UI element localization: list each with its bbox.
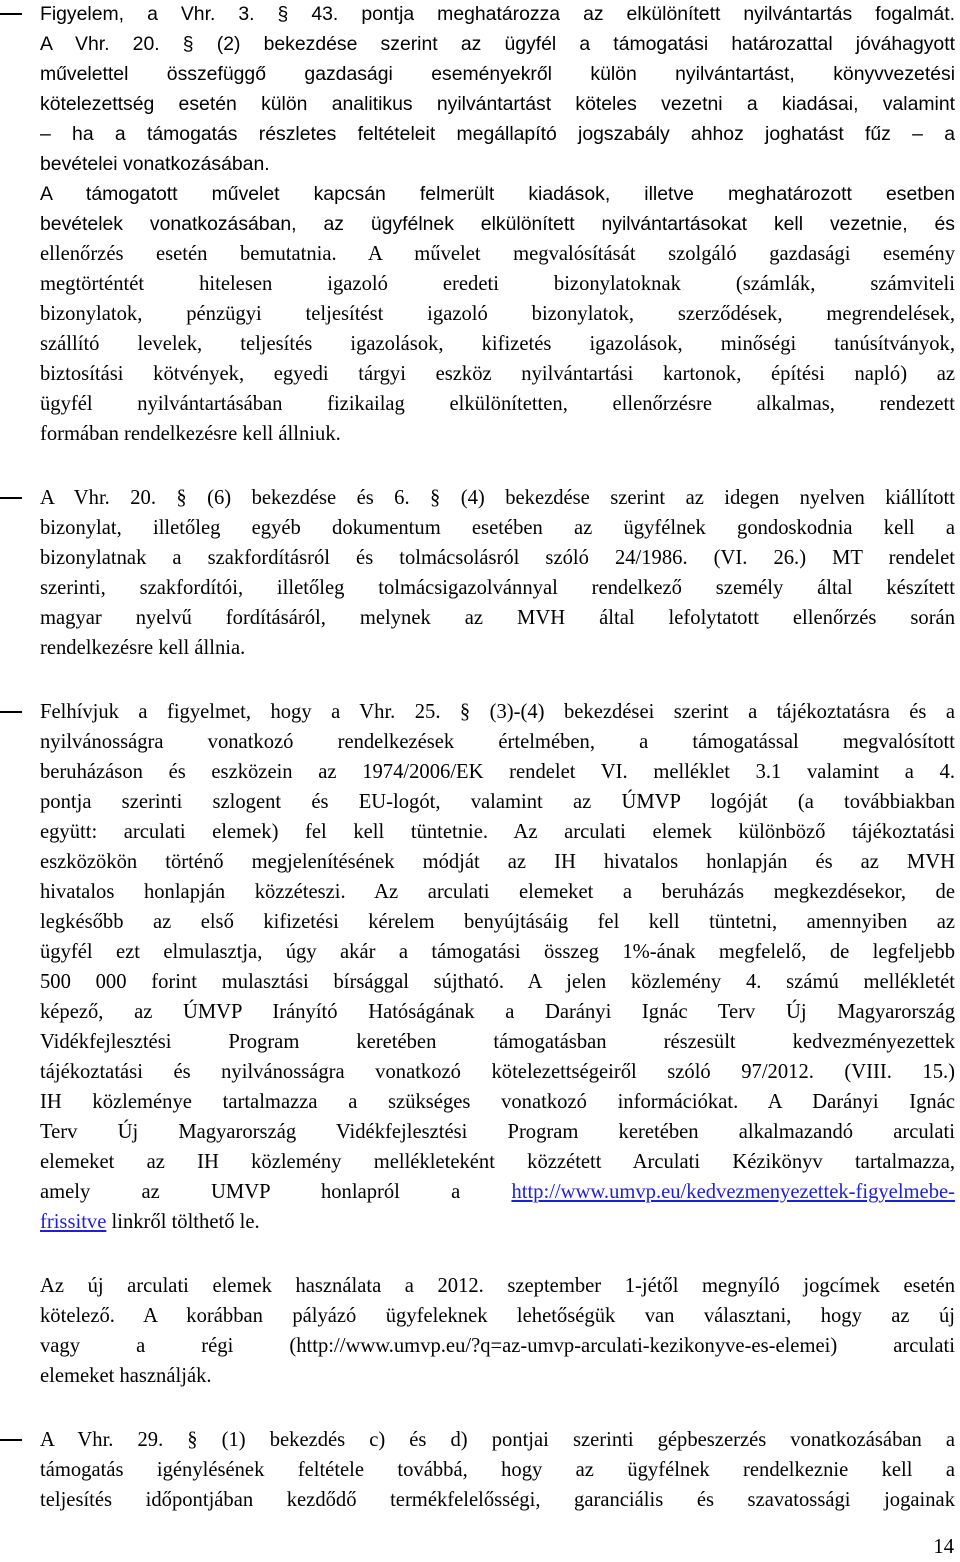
text-line: biztosítási kötvények, egyedi tárgyi eszköz nyilvántartási kartonok, építési napló) az	[40, 363, 955, 385]
text-line: bevételek vonatkozásában, az ügyfélnek elkülönített nyilvántartásokat kell vezetnie, és	[40, 213, 955, 235]
text-line: bizonylatnak a szakfordításról és tolmácsolásról szóló 24/1986. (VI. 26.) MT rendelet	[40, 547, 955, 569]
text-line: elemeket az IH közlemény mellékleteként közzétett Arculati Kézikönyv tartalmazza,	[40, 1151, 955, 1173]
text-line: tájékoztatási és nyilvánosságra vonatkozó kötelezettségeiről szóló 97/2012. (VIII. 15.)	[40, 1061, 955, 1083]
text-line: – ha a támogatás részletes feltételeit megállapító jogszabály ahhoz joghatást fűz – a	[40, 123, 955, 145]
text-line: Figyelem, a Vhr. 3. § 43. pontja meghatározza az elkülönített nyilvántartás fogalmát.	[40, 3, 955, 25]
text-segment: amely az UMVP honlapról a	[40, 1181, 512, 1203]
text-line: A Vhr. 20. § (2) bekezdése szerint az ügyfél a támogatási határozattal jóváhagyott	[40, 33, 955, 55]
umvp-link-continued[interactable]: frissitve	[40, 1211, 107, 1233]
text-line: vagy a régi (http://www.umvp.eu/?q=az-umvp-arculati-kezikonyve-es-elemei) arculati	[40, 1335, 955, 1357]
text-line: képező, az ÚMVP Irányító Hatóságának a Darányi Ignác Terv Új Magyarország	[40, 1001, 955, 1023]
text-line: megtörténtét hitelesen igazoló eredeti bizonylatoknak (számlák, számviteli	[40, 273, 955, 295]
text-segment: linkről tölthető le.	[106, 1211, 260, 1233]
text-line: kötelezettség esetén külön analitikus nyilvántartást köteles vezetni a kiadásai, valamint	[40, 93, 955, 115]
text-line: elemeket használják.	[40, 1365, 212, 1387]
text-line: hivatalos honlapján közzéteszi. Az arculati elemeket a beruházás megkezdésekor, de	[40, 881, 955, 903]
text-line: Terv Új Magyarország Vidékfejlesztési Program keretében alkalmazandó arculati	[40, 1121, 955, 1143]
text-line: teljesítés időpontjában kezdődő termékfelelősségi, garanciális és szavatossági jogainak	[40, 1489, 955, 1511]
text-line: pontja szerinti szlogent és EU-logót, valamint az ÚMVP logóját (a továbbiakban	[40, 791, 955, 813]
text-line: kötelező. A korábban pályázó ügyfeleknek lehetőségük van választani, hogy az új	[40, 1305, 955, 1327]
text-line: ügyfél ezt elmulasztja, úgy akár a támogatási összeg 1%-ának megfelelő, de legfeljebb	[40, 941, 955, 963]
link-line	[40, 1207, 955, 1237]
text-line: bizonylatok, pénzügyi teljesítést igazoló bizonylatok, szerződések, megrendelések,	[40, 303, 955, 325]
text-line: bevételei vonatkozásában.	[40, 153, 270, 175]
text-line: együtt: arculati elemek) fel kell tüntetnie. Az arculati elemek különböző tájékoztatási	[40, 821, 955, 843]
text-line: formában rendelkezésre kell állniuk.	[40, 423, 341, 445]
link-line	[40, 1177, 955, 1207]
text-line: A támogatott művelet kapcsán felmerült kiadások, illetve meghatározott esetben	[40, 183, 955, 205]
text-line: A Vhr. 20. § (6) bekezdése és 6. § (4) bekezdése szerint az idegen nyelven kiállított	[40, 487, 955, 509]
text-line: 500 000 forint mulasztási bírsággal sújtható. A jelen közlemény 4. számú mellékletét	[40, 971, 955, 993]
text-line: bizonylat, illetőleg egyéb dokumentum esetében az ügyfélnek gondoskodnia kell a	[40, 517, 955, 539]
text-line: eszközökön történő megjelenítésének módját az IH hivatalos honlapján és az MVH	[40, 851, 955, 873]
text-line: szerinti, szakfordítói, illetőleg tolmácsigazolvánnyal rendelkező személy által készített	[40, 577, 955, 599]
text-line: Vidékfejlesztési Program keretében támogatásban részesült kedvezményezettek	[40, 1031, 955, 1053]
text-line: Az új arculati elemek használata a 2012. szeptember 1-jétől megnyíló jogcímek esetén	[40, 1275, 955, 1297]
bullet-dash	[0, 13, 22, 15]
umvp-link[interactable]: http://www.umvp.eu/kedvezmenyezettek-figyelmebe-	[511, 1181, 955, 1203]
text-line: beruházáson és eszközein az 1974/2006/EK rendelet VI. melléklet 3.1 valamint a 4.	[40, 761, 955, 783]
text-line: rendelkezésre kell állnia.	[40, 637, 246, 659]
text-line: támogatás igénylésének feltétele továbbá, hogy az ügyfélnek rendelkeznie kell a	[40, 1459, 955, 1481]
bullet-dash	[0, 1439, 22, 1441]
bullet-dash	[0, 711, 22, 713]
text-line: művelettel összefüggő gazdasági eseményekről külön nyilvántartást, könyvvezetési	[40, 63, 955, 85]
text-line: nyilvánosságra vonatkozó rendelkezések értelmében, a támogatással megvalósított	[40, 731, 955, 753]
bullet-dash	[0, 497, 22, 499]
page-number: 14	[933, 1536, 954, 1558]
text-line: Felhívjuk a figyelmet, hogy a Vhr. 25. § (3)-(4) bekezdései szerint a tájékoztatásra és a	[40, 701, 955, 723]
text-line: IH közleménye tartalmazza a szükséges vonatkozó információkat. A Darányi Ignác	[40, 1091, 955, 1113]
text-line: magyar nyelvű fordításáról, melynek az MVH által lefolytatott ellenőrzés során	[40, 607, 955, 629]
text-line: szállító levelek, teljesítés igazolások, kifizetés igazolások, minőségi tanúsítványok,	[40, 333, 955, 355]
text-line: ügyfél nyilvántartásában fizikailag elkülönítetten, ellenőrzésre alkalmas, rendezett	[40, 393, 955, 415]
text-line: legkésőbb az első kifizetési kérelem benyújtásáig fel kell tüntetni, amennyiben az	[40, 911, 955, 933]
text-line: A Vhr. 29. § (1) bekezdés c) és d) pontjai szerinti gépbeszerzés vonatkozásában a	[40, 1429, 955, 1451]
text-line: ellenőrzés esetén bemutatnia. A művelet megvalósítását szolgáló gazdasági esemény	[40, 243, 955, 265]
